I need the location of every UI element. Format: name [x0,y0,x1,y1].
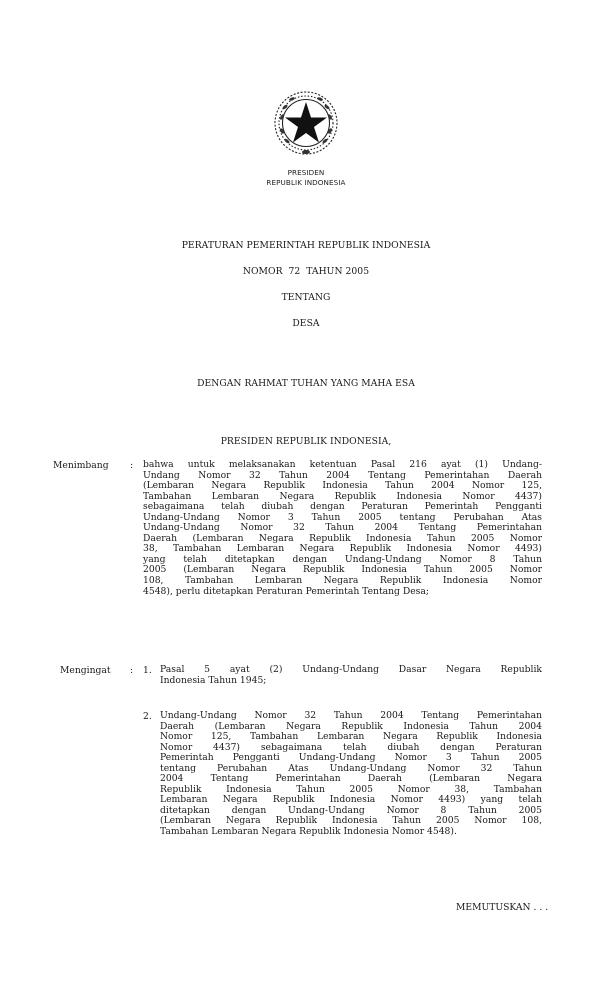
regulation-subject: DESA [292,318,320,329]
letterhead-line-2: REPUBLIK INDONESIA [266,178,346,187]
issuer: PRESIDEN REPUBLIK INDONESIA, [220,436,392,447]
regulation-about: TENTANG [281,292,331,303]
menimbang-label: Menimbang [53,460,109,471]
mengingat-colon: : [130,665,134,676]
mengingat-label: Mengingat [60,665,111,676]
mengingat-item-2: Undang-Undang Nomor 32 Tahun 2004 Tentang Pemerintahan Daerah (Lembaran Negara Republik Indonesia Tahun 2004 Nomor 125, Tambahan Lembaran Negara Republik Indonesia Nomor 4437) sebagaimana telah diubah dengan Peraturan Pemerintah Pengganti Undang-Undang Nomor 3 Tahun 2005 tentang Perubahan Atas Undang-Undang Nomor 32 Tahun 2004 Tentang Pemerintahan Daerah (Lembaran Negara Republik Indonesia Tahun 2005 Nomor 38, Tambahan Lembaran Negara Republik Indonesia Nomor 4493) yang telah ditetapkan dengan Undang-Undang Nomor 8 Tahun 2005 (Lembaran Negara Republik Indonesia Tahun 2005 Nomor 108, Tambahan Lembaran Negara Republik Indonesia Nomor 4548). [160,710,542,838]
mengingat-item-1-number: 1. [143,665,152,676]
menimbang-paragraph: bahwa untuk melaksanakan ketentuan Pasal 216 ayat (1) Undang- Undang Nomor 32 Tahun 2004 Tentang Pemerintahan Daerah (Lembaran Negara Republik Indonesia Tahun 2004 Nomor 125, Tambahan Lembaran Negara Republik Indonesia Nomor 4437) sebagaimana telah diubah dengan Peraturan Pemerintah Pengganti Undang-Undang Nomor 3 Tahun 2005 tentang Perubahan Atas Undang-Undang Nomor 32 Tahun 2004 Tentang Pemerintahan Daerah (Lembaran Negara Republik Indonesia Tahun 2005 Nomor 38, Tambahan Lembaran Negara Republik Indonesia Nomor 4493) yang telah ditetapkan dengan Undang-Undang Nomor 8 Tahun 2005 (Lembaran Negara Republik Indonesia Tahun 2005 Nomor 108, Tambahan Lembaran Negara Republik Indonesia Nomor 4548), perlu ditetapkan Peraturan Pemerintah Tentang Desa; [143,459,542,597]
mengingat-item-2-number: 2. [143,711,152,722]
regulation-title: PERATURAN PEMERINTAH REPUBLIK INDONESIA [181,240,431,251]
presidential-emblem-icon [270,87,342,159]
menimbang-colon: : [130,460,134,471]
regulation-number: NOMOR 72 TAHUN 2005 [242,266,370,277]
invocation: DENGAN RAHMAT TUHAN YANG MAHA ESA [197,378,415,389]
mengingat-item-1: Pasal 5 ayat (2) Undang-Undang Dasar Negara Republik Indonesia Tahun 1945; [160,664,542,686]
continuation-marker: MEMUTUSKAN . . . [456,902,549,913]
letterhead-line-1: PRESIDEN [287,168,325,177]
